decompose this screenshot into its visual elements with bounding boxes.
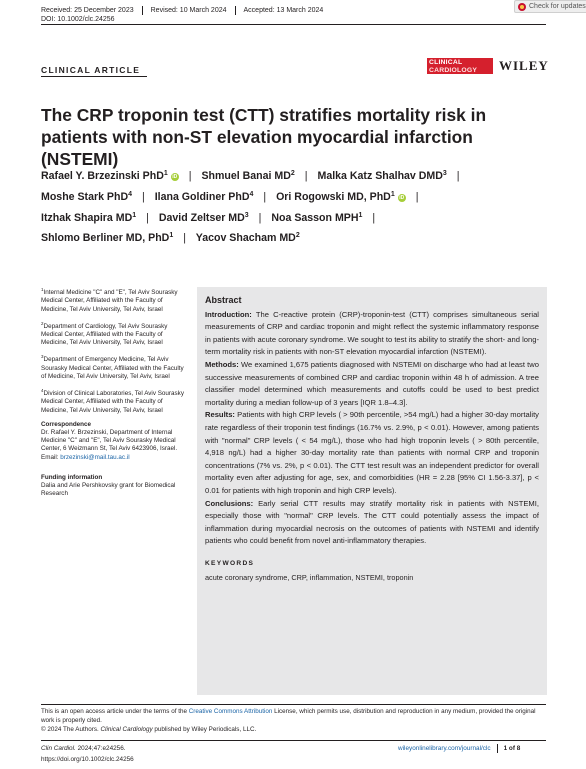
author-affiliation-ref: 4: [128, 190, 133, 198]
affiliation: [41, 353, 187, 381]
journal-site-link[interactable]: wileyonlinelibrary.com/journal/clc: [398, 745, 491, 752]
citation-volume: 2024;47:e24256.: [77, 745, 126, 752]
author-line: [41, 187, 551, 208]
email-label: Email:: [41, 453, 59, 461]
abstract-heading: Abstract: [205, 295, 242, 305]
copyright-pre: © 2024 The Authors.: [41, 726, 99, 734]
affiliations-sidebar: [41, 286, 187, 498]
page-number: 1 of 8: [503, 745, 521, 752]
journal-logo-line1: CLINICAL: [429, 59, 463, 66]
abstract-box: [197, 287, 547, 695]
author-line: [41, 228, 551, 249]
orcid-icon[interactable]: iD: [399, 194, 405, 201]
author-name[interactable]: Itzhak Shapira MD: [41, 211, 133, 224]
orcid-icon[interactable]: iD: [172, 174, 178, 180]
article-title: The CRP troponin test (CTT) stratifies mortality risk in patients with non-ST elevation myocardial infarction (NSTEMI): [41, 105, 487, 169]
author-name[interactable]: Yacov Shacham MD: [195, 232, 296, 245]
correspondence-text: Dr. Rafael Y. Brzezinski, Department of Internal Medicine "C" and "E", Tel Aviv Sourasky Medical Center, 6 Weizmann St, Tel Aviv 6423906, Israel.: [41, 429, 178, 453]
author-line: [41, 208, 551, 229]
author-affiliation-ref: 2: [295, 232, 300, 240]
abstract-methods: [205, 359, 539, 409]
abstract-results: [205, 409, 539, 497]
affiliation: [41, 320, 187, 348]
affiliation-number: 1: [41, 287, 44, 292]
citation: [41, 744, 134, 765]
keywords: acute coronary syndrome, CRP, inflammation, NSTEMI, troponin: [205, 573, 414, 583]
author-name[interactable]: Malka Katz Shalhav DMD: [317, 170, 443, 182]
received-date: Received: 25 December 2023: [41, 7, 134, 14]
accepted-date: Accepted: 13 March 2024: [243, 7, 324, 14]
author-name[interactable]: Rafael Y. Brzezinski PhD: [41, 170, 164, 182]
publisher-logo: WILEY: [499, 58, 549, 73]
author-separator: |: [304, 170, 308, 182]
article-dates: [41, 6, 323, 15]
funding-text: Dalia and Arie Pershkovsky grant for Biomedical Research: [41, 482, 176, 498]
section-text: Early serial CTT results may stratify mortality risk in patients with NSTEMI, especially those with "normal" CRP levels. The CTT could potentially assess the impact of inflammation during myocardial necrosis on the outcomes of patients with NSTEMI and identify patients who could benefit from novel anti-inflammatory therapies.: [205, 498, 539, 546]
copyright-journal: Clinical Cardiology: [100, 726, 153, 734]
affiliation: [41, 387, 187, 415]
author-affiliation-ref: 2: [290, 170, 295, 177]
citation-journal: Clin Cardiol.: [41, 745, 76, 752]
author-affiliation-ref: 1: [358, 211, 363, 219]
author-line: [41, 166, 551, 187]
correspondence-email-line: [41, 454, 187, 462]
author-separator: |: [415, 190, 419, 203]
author-name[interactable]: Moshe Stark PhD: [41, 190, 129, 203]
footer-rule: [41, 704, 546, 705]
keywords-heading: KEYWORDS: [205, 559, 255, 567]
affiliation-number: 3: [41, 354, 44, 360]
section-text: The C-reactive protein (CRP)-troponin-test (CTT) comprises simultaneous serial measurements of CRP and cardiac troponin and might reflect the systemic inflammatory response in patients with acute coronary syndrome. We sought to test its ability to stratify the short- and long-term mortality risk in patients with non-ST elevation myocardial infarction (NSTEMI).: [205, 309, 539, 357]
correspondence-heading: Correspondence: [41, 420, 92, 428]
check-for-updates-label: Check for updates: [529, 3, 586, 10]
section-label: Conclusions:: [205, 498, 254, 508]
affiliation: [41, 286, 187, 314]
author-name[interactable]: Ilana Goldiner PhD: [154, 190, 250, 203]
author-name[interactable]: Noa Sasson MPH: [271, 211, 359, 224]
author-affiliation-ref: 4: [249, 190, 254, 198]
section-label: Results:: [205, 410, 235, 420]
journal-logo-line2: CARDIOLOGY: [429, 66, 478, 74]
author-affiliation-ref: 1: [163, 170, 168, 177]
author-affiliation-ref: 3: [442, 170, 447, 177]
license-text-post: License, which permits use, distribution and reproduction in any medium, provided the original work is properly cited.: [41, 708, 536, 725]
doi: DOI: 10.1002/clc.24256: [41, 16, 115, 23]
footer-rule-bottom: [41, 740, 546, 741]
header-rule: [41, 24, 546, 25]
author-separator: |: [263, 190, 267, 203]
section-text: Patients with high CRP levels ( > 90th percentile, >54 mg/L) had a higher 30-day mortality rate regardless of their troponin test findings (16.7% vs. 2.9%, p < 0.01). However, among patients with "normal" CRP levels ( < 54 mg/L), those who had high troponin levels ( > 80th percentile, 4,918 ng/L) had a higher 30-day mortality rate than patients with normal CRP and troponin concentrations (7% vs. 2%, p < 0.01). The CTT test result was an independent predictor for overall mortality even after adjusting for age, sex, and comorbidities (HR = 2.28 [95% CI 1.56-3.37], p < 0.01 for patients with high troponin and high CRP levels).: [205, 410, 539, 495]
article-type: CLINICAL ARTICLE: [41, 65, 141, 75]
author-name[interactable]: Ori Rogowski MD, PhD: [276, 190, 391, 203]
affiliation-number: 4: [41, 388, 44, 394]
author-affiliation-ref: 1: [169, 232, 174, 240]
author-name[interactable]: Shmuel Banai MD: [201, 170, 291, 182]
affiliation-number: 2: [41, 320, 44, 326]
check-for-updates-button[interactable]: [514, 0, 586, 13]
author-separator: |: [372, 211, 376, 224]
footer-right: [398, 744, 520, 753]
copyright-post: published by Wiley Periodicals, LLC.: [154, 726, 257, 734]
article-type-underline: [41, 76, 147, 77]
author-name[interactable]: Shlomo Berliner MD, PhD: [41, 232, 170, 245]
affiliation-text: Division of Clinical Laboratories, Tel Aviv Sourasky Medical Center, Affiliated with the Faculty of Medicine, Tel Aviv University, Tel Aviv, Israel: [41, 390, 184, 414]
license-link[interactable]: Creative Commons Attribution: [188, 708, 273, 715]
funding-heading: Funding information: [41, 473, 103, 481]
author-separator: |: [183, 232, 186, 245]
date-divider: [235, 6, 236, 15]
author-affiliation-ref: 1: [132, 211, 137, 219]
section-label: Introduction:: [205, 309, 252, 319]
section-label: Methods:: [205, 359, 239, 369]
license-notice: [41, 707, 547, 735]
email-link[interactable]: brzezinski@mail.tau.ac.il: [60, 453, 130, 461]
date-divider: [142, 6, 143, 15]
abstract-conclusions: [205, 498, 539, 548]
footer-divider: [497, 744, 498, 753]
crossmark-icon: [518, 3, 526, 11]
author-name[interactable]: David Zeltser MD: [158, 211, 245, 224]
revised-date: Revised: 10 March 2024: [150, 7, 227, 14]
author-separator: |: [141, 190, 145, 203]
author-affiliation-ref: 1: [390, 190, 395, 198]
journal-logo: [427, 58, 493, 74]
affiliation-text: Internal Medicine "C" and "E", Tel Aviv Sourasky Medical Center, Affiliated with the Faculty of Medicine, Tel Aviv University, Tel Aviv, Israel: [41, 289, 178, 313]
author-separator: |: [188, 170, 192, 182]
section-text: We examined 1,675 patients diagnosed with NSTEMI on discharge who had at least two successive measurements of combined CRP and cardiac troponin within 48 h of admission. A tree classifier model determined which measurements and cutoffs could be used to best predict mortality during a median follow-up of 3 years [IQR 1.8–4.3].: [205, 359, 539, 407]
license-text-pre: This is an open access article under the terms of the: [41, 708, 187, 715]
author-separator: |: [146, 211, 149, 224]
abstract-introduction: [205, 309, 539, 359]
author-list: [41, 166, 551, 249]
author-separator: |: [258, 211, 262, 224]
author-affiliation-ref: 3: [244, 211, 249, 219]
citation-doi-link[interactable]: https://doi.org/10.1002/clc.24256: [41, 755, 134, 763]
affiliation-text: Department of Emergency Medicine, Tel Aviv Sourasky Medical Center, Affiliated with the Faculty of Medicine, Tel Aviv University, Tel Aviv, Israel: [41, 356, 184, 380]
affiliation-text: Department of Cardiology, Tel Aviv Sourasky Medical Center, Affiliated with the Faculty of Medicine, Tel Aviv University, Tel Aviv, Israel: [41, 322, 168, 347]
author-separator: |: [456, 170, 460, 182]
